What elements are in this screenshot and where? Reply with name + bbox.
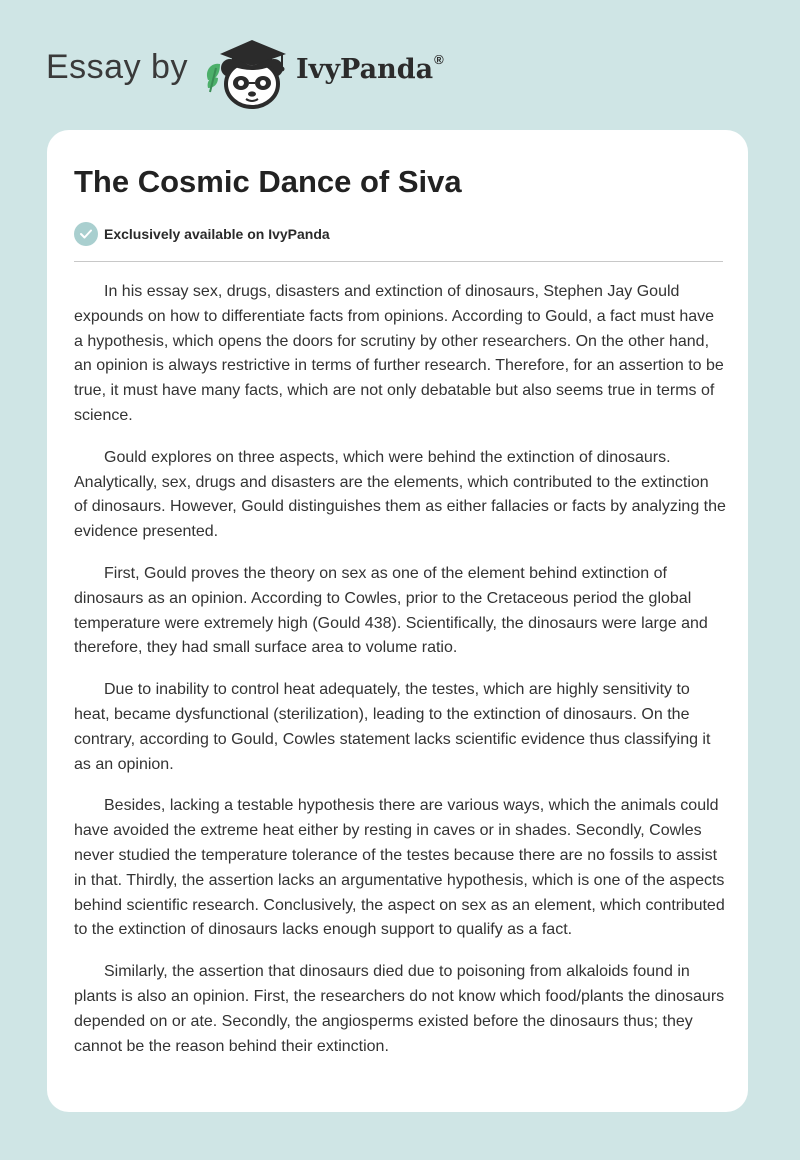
title-divider xyxy=(74,261,723,262)
panda-logo-icon[interactable] xyxy=(202,34,294,110)
essay-paragraph-3: First, Gould proves the theory on sex as one of the element behind extinction of dinosaurs as an opinion. According to Cowles, prior to the Cretaceous period the global temperature were extremely high (Gould 438). Scientifically, the dinosaurs were large and therefore, they had small surface area to volume ratio. xyxy=(74,564,708,657)
exclusive-badge xyxy=(74,222,330,246)
essay-paragraph-2: Gould explores on three aspects, which were behind the extinction of dinosaurs. Analytically, sex, drugs and disasters are the elements, which contributed to the extinction of dinosaurs. However, Gould distinguishes them as either fallacies or facts by analyzing the evidence presented. xyxy=(74,448,726,541)
essay-card xyxy=(47,130,748,1112)
essay-paragraph-5: Besides, lacking a testable hypothesis there are various ways, which the animals could have avoided the extreme heat either by resting in caves or in shades. Secondly, Cowles never studied the temperature tolerance of the testes because there are no fossils to assist in that. Thirdly, the assertion lacks an argumentative hypothesis, which is one of the aspects behind scientific research. Conclusively, the aspect on sex as an element, which contributed to the extinction of dinosaurs lacks enough support to qualify as a fact. xyxy=(74,797,725,939)
site-header xyxy=(46,34,506,112)
essay-by-label: Essay by xyxy=(46,48,188,86)
check-circle-icon xyxy=(74,222,98,246)
essay-body xyxy=(74,280,726,1076)
essay-paragraph-6: Similarly, the assertion that dinosaurs died due to poisoning from alkaloids found in plants is also an opinion. First, the researchers do not know which food/plants the dinosaurs depended on or ate. Secondly, the angiosperms existed before the dinosaurs thus; they cannot be the reason behind their extinction. xyxy=(74,963,725,1055)
essay-paragraph-4: Due to inability to control heat adequately, the testes, which are highly sensitivity to heat, became dysfunctional (sterilization), leading to the extinction of dinosaurs. On the contrary, according to Gould, Cowles statement lacks scientific evidence thus classifying it as an opinion. xyxy=(74,681,711,773)
brand-name-text: IvyPanda xyxy=(296,54,434,85)
trademark-symbol: ® xyxy=(434,52,444,67)
essay-title: The Cosmic Dance of Siva xyxy=(74,164,462,199)
exclusive-badge-text: Exclusively available on IvyPanda xyxy=(104,226,330,242)
essay-paragraph-1: In his essay sex, drugs, disasters and extinction of dinosaurs, Stephen Jay Gould expounds on how to differentiate facts from opinions. According to Gould, a fact must have a hypothesis, which opens the doors for scrutiny by other researchers. On the other hand, an opinion is always restrictive in terms of further research. Therefore, for an assertion to be true, it must have many facts, which are not only debatable but also seems true in terms of science. xyxy=(74,283,724,424)
brand-name[interactable] xyxy=(296,54,444,85)
